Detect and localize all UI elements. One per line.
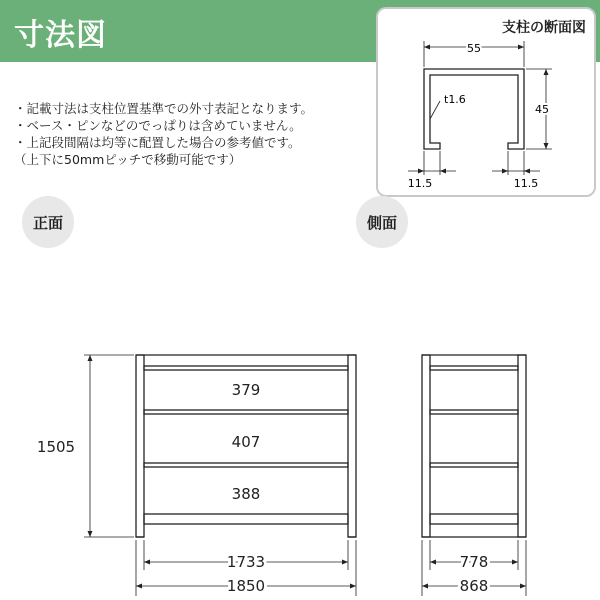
side-post-right — [518, 355, 526, 537]
note-line-3: ・上記段間隔は均等に配置した場合の参考値です。 — [14, 135, 301, 150]
front-view-label: 正面 — [22, 196, 74, 248]
front-outer-width-label: 1850 — [226, 577, 266, 595]
note-line-2: ・ベース・ピンなどのでっぱりは含めていません。 — [14, 118, 302, 133]
side-shelf-2 — [430, 410, 518, 414]
front-gap-2-label: 407 — [231, 433, 261, 451]
dim-width-label: 55 — [467, 42, 481, 55]
dim-height-label: 45 — [535, 103, 549, 116]
page-title: 寸法図 — [14, 18, 107, 53]
front-inner-width-label: 1733 — [226, 553, 266, 571]
front-shelf-bottom — [144, 514, 348, 524]
front-height-label: 1505 — [36, 438, 76, 456]
dim-thickness-label: t1.6 — [444, 93, 466, 106]
front-shelf-2 — [144, 410, 348, 414]
side-shelf-top — [430, 366, 518, 370]
front-shelf-3 — [144, 463, 348, 467]
front-gap-1-label: 379 — [231, 381, 261, 399]
front-post-left — [136, 355, 144, 537]
front-post-right — [348, 355, 356, 537]
side-view-label: 側面 — [356, 196, 408, 248]
side-shelf-3 — [430, 463, 518, 467]
note-line-4: （上下に50mmピッチで移動可能です） — [14, 152, 242, 167]
side-view — [422, 355, 526, 537]
side-outer-depth-label: 868 — [459, 577, 489, 595]
note-line-1: ・記載寸法は支柱位置基準での外寸表記となります。 — [14, 101, 314, 116]
front-gap-3-label: 388 — [231, 485, 261, 503]
dim-lip-left-label: 11.5 — [407, 177, 433, 190]
side-inner-depth-label: 778 — [459, 553, 489, 571]
side-post-left — [422, 355, 430, 537]
cross-section-title: 支柱の断面図 — [502, 20, 586, 36]
side-shelf-bottom — [430, 514, 518, 524]
front-shelf-top — [144, 366, 348, 370]
dim-lip-right-label: 11.5 — [513, 177, 539, 190]
